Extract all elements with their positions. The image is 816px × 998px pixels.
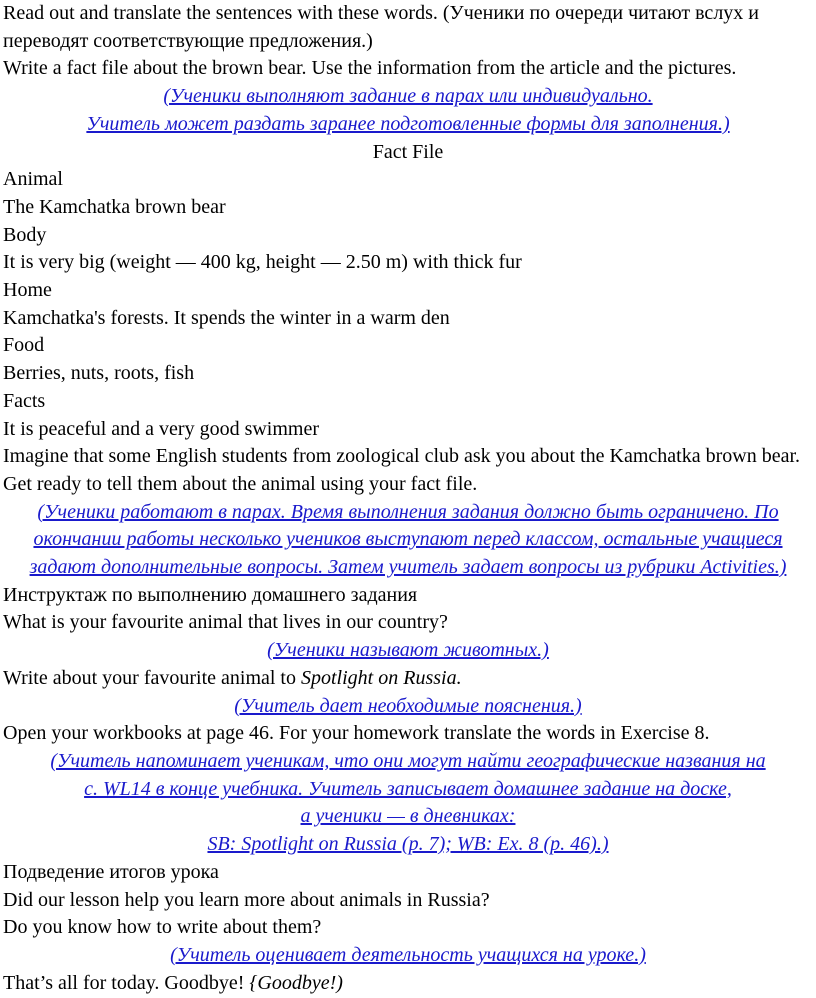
teacher-note-activities: (Ученики работают в парах. Время выполнения задания должно быть ограничено. По окончании работы несколько учеников выступают перед классом, остальные учащиеся задают дополнительные вопросы. Затем учитель задает вопросы из рубрики Activities.) — [29, 500, 787, 579]
question-lesson-help: Did our lesson help you learn more about animals in Russia? — [3, 888, 490, 911]
teacher-note-evaluation: (Учитель оценивает деятельность учащихся на уроке.) — [170, 943, 646, 966]
teacher-note-homework-line-3: а ученики — в дневниках: — [300, 805, 516, 828]
teacher-note-homework — [3, 748, 813, 859]
facts-label: Facts — [3, 389, 46, 412]
goodbye-line — [3, 970, 813, 998]
goodbye-response: {Goodbye!) — [249, 971, 343, 994]
teacher-note-homework-line-1: (Учитель напоминает ученикам, что они могут найти географические названия на — [50, 749, 766, 772]
body-value: It is very big (weight — 400 kg, height — 2.50 m) with thick fur — [3, 251, 522, 274]
question-write-about: Do you know how to write about them? — [3, 916, 322, 939]
fact-file-title: Fact File — [372, 140, 444, 163]
teacher-note-forms: Учитель может раздать заранее подготовленные формы для заполнения.) — [86, 112, 730, 135]
teacher-note-pairs: (Ученики выполняют задание в парах или индивидуально. — [163, 85, 653, 108]
write-about-text: Write about your favourite animal to — [3, 666, 301, 689]
food-label: Food — [3, 334, 45, 357]
body-label: Body — [3, 223, 47, 246]
write-about-line — [3, 665, 813, 693]
spotlight-title: Spotlight on Russia. — [301, 666, 462, 689]
animal-label: Animal — [3, 168, 63, 191]
teacher-note-homework-line-2: с. WL14 в конце учебника. Учитель записывает домашнее задание на доске, — [84, 777, 732, 800]
goodbye-text: That’s all for today. Goodbye! — [3, 971, 250, 994]
homework-heading: Инструктаж по выполнению домашнего задания — [3, 583, 418, 606]
summary-heading: Подведение итогов урока — [3, 860, 219, 883]
facts-value: It is peaceful and a very good swimmer — [3, 417, 320, 440]
teacher-note-explanations: (Учитель дает необходимые пояснения.) — [234, 694, 582, 717]
teacher-note-name-animals: (Ученики называют животных.) — [267, 639, 549, 662]
imagine-paragraph: Imagine that some English students from zoological club ask you about the Kamchatka brown bear. Get ready to tell them about the animal using your fact file. — [3, 445, 801, 495]
home-label: Home — [3, 279, 52, 302]
question-favourite-animal: What is your favourite animal that lives in our country? — [3, 611, 448, 634]
open-workbooks: Open your workbooks at page 46. For your homework translate the words in Exercise 8. — [3, 722, 710, 745]
teacher-note-homework-line-4: SB: Spotlight on Russia (p. 7); WB: Ex. 8 (p. 46).) — [207, 833, 609, 856]
animal-value: The Kamchatka brown bear — [3, 195, 226, 218]
food-value: Berries, nuts, roots, fish — [3, 362, 195, 385]
instruction-translate: Read out and translate the sentences with these words. (Ученики по очереди читают вслух и переводят соответствующие предложения.) — [3, 2, 759, 52]
home-value: Kamchatka's forests. It spends the winter in a warm den — [3, 306, 450, 329]
instruction-fact-file: Write a fact file about the brown bear. Use the information from the article and the pictures. — [3, 57, 737, 80]
